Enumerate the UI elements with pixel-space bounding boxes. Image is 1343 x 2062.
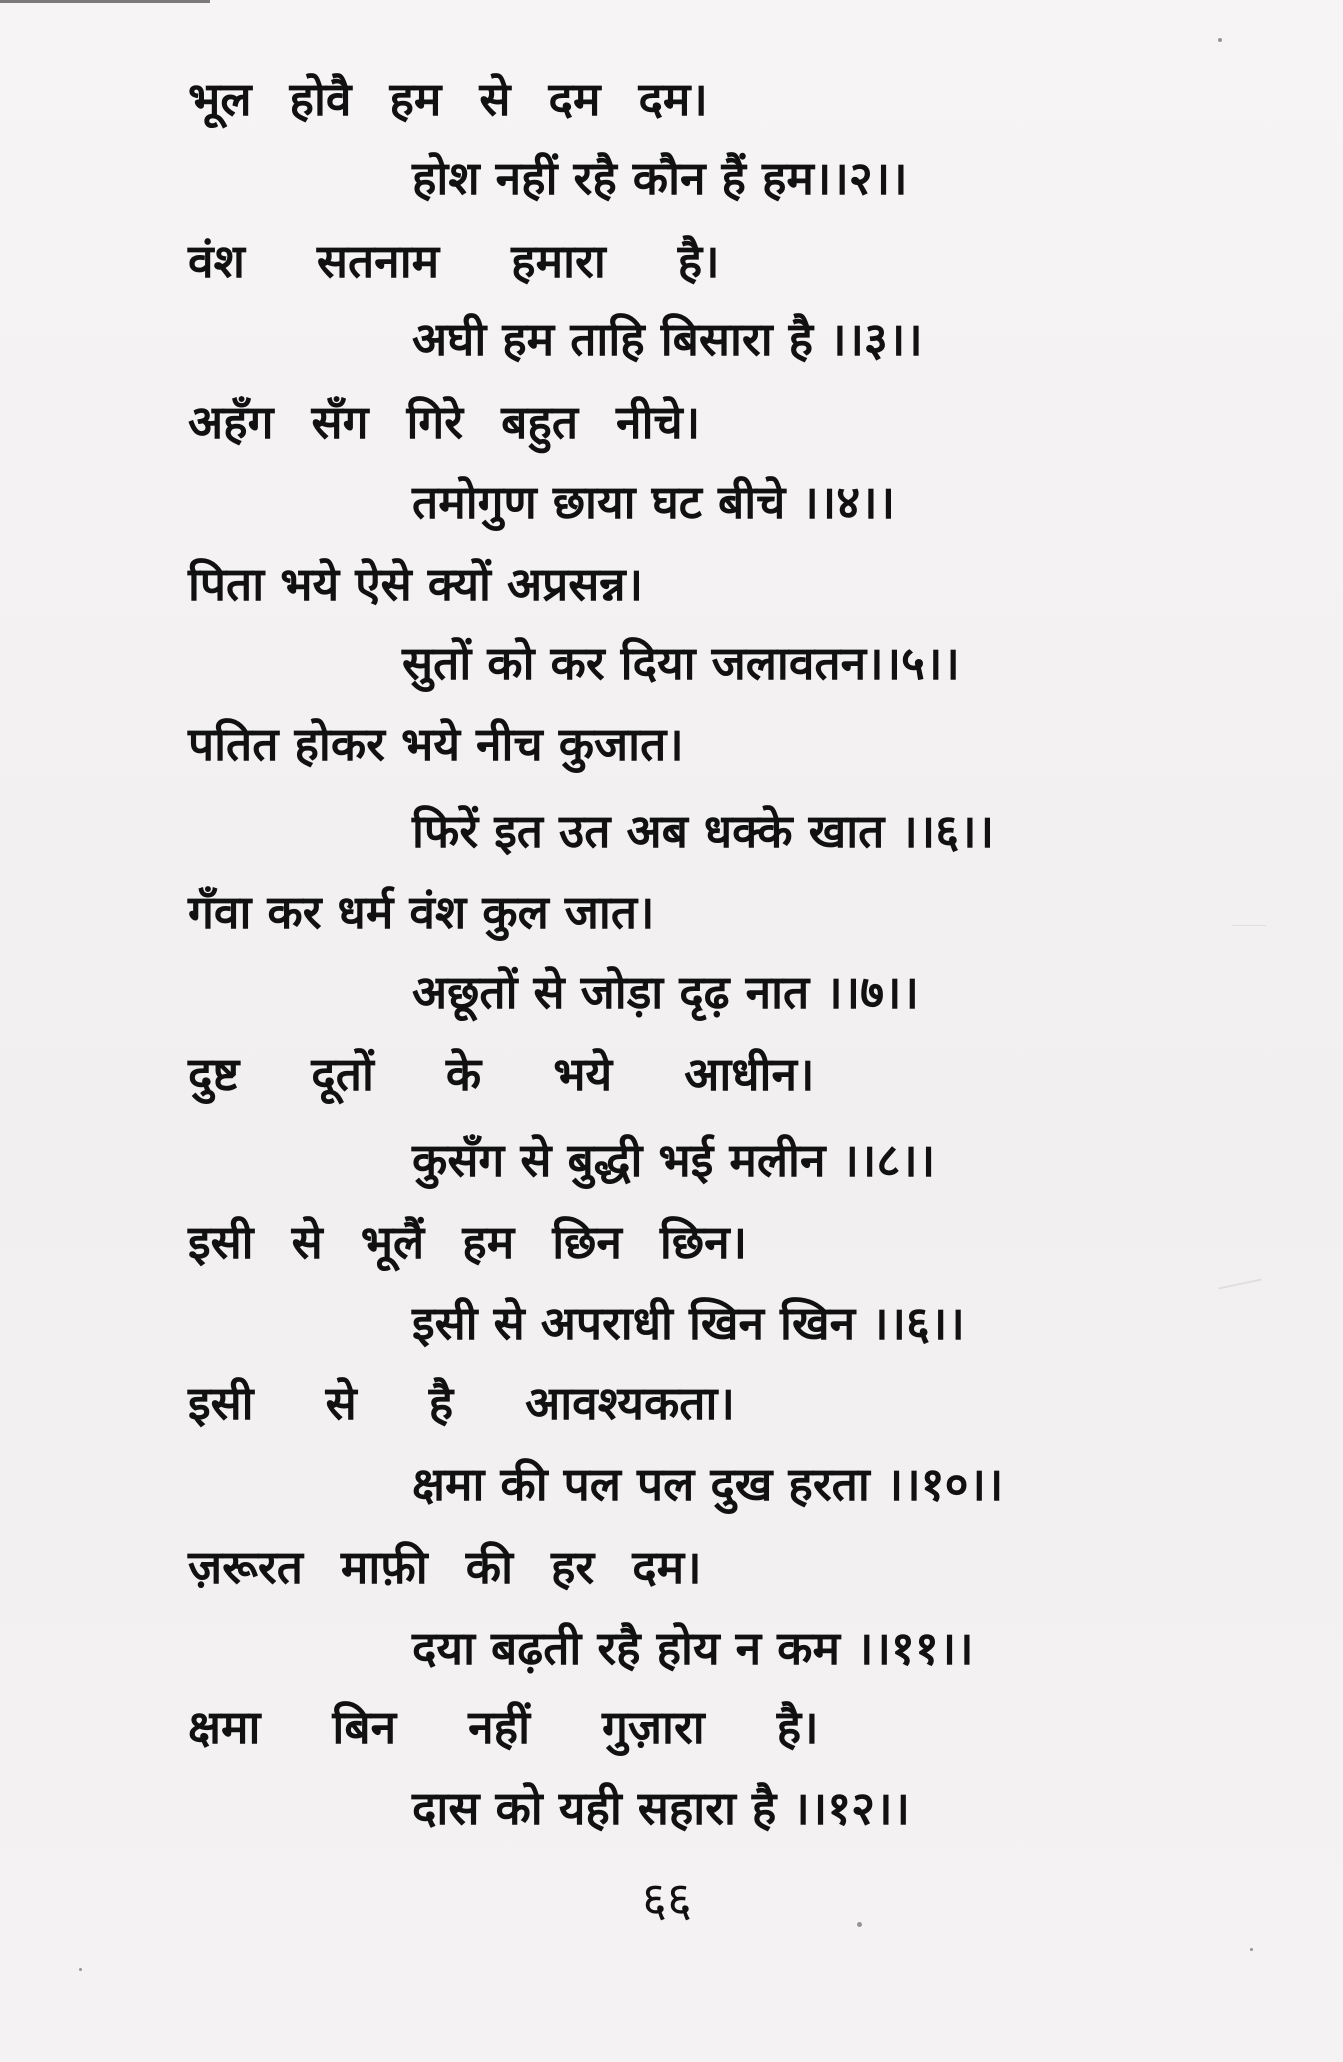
verse-line: होश नहीं रहै कौन हैं हम।।२।।: [412, 151, 908, 205]
verse-line: दास को यही सहारा है ।।१२।।: [412, 1781, 910, 1835]
paper-speck: [1250, 1948, 1253, 1951]
paper-speck: [857, 1922, 862, 1927]
verse-line: अहँग सँग गिरे बहुत नीचे।: [188, 395, 701, 449]
page-edge-line: [0, 0, 210, 3]
paper-mark: [1218, 1278, 1261, 1289]
verse-line: अघी हम ताहि बिसारा है ।।३।।: [412, 312, 923, 366]
verse-line: क्षमा बिन नहीं गुज़ारा है।: [188, 1700, 819, 1754]
verse-line: पिता भये ऐसे क्यों अप्रसन्न।: [188, 557, 644, 611]
verse-line: ज़रूरत माफ़ी की हर दम।: [188, 1540, 702, 1594]
verse-line: दया बढ़ती रहै होय न कम ।।११।।: [412, 1621, 974, 1675]
verse-line: पतित होकर भये नीच कुजात।: [188, 717, 684, 771]
verse-line: इसी से है आवश्यकता।: [188, 1376, 735, 1430]
verse-line: फिरें इत उत अब धक्के खात ।।६।।: [412, 804, 995, 858]
verse-line: तमोगुण छाया घट बीचे ।।४।।: [412, 475, 896, 529]
verse-line: इसी से भूलैं हम छिन छिन।: [188, 1215, 748, 1269]
paper-speck: [79, 1968, 82, 1971]
verse-line: भूल होवै हम से दम दम।: [188, 72, 708, 126]
paper-speck: [1218, 38, 1222, 42]
page-number: ६६: [642, 1872, 692, 1928]
verse-line: इसी से अपराधी खिन खिन ।।६।।: [412, 1296, 965, 1350]
paper-mark: [1232, 925, 1266, 926]
verse-line: अछूतों से जोड़ा दृढ़ नात ।।७।।: [412, 965, 919, 1019]
verse-line: दुष्ट दूतों के भये आधीन।: [188, 1047, 815, 1101]
verse-line: वंश सतनाम हमारा है।: [188, 234, 720, 288]
verse-line: क्षमा की पल पल दुख हरता ।।१०।।: [412, 1457, 1004, 1511]
verse-line: कुसँग से बुद्धी भई मलीन ।।८।।: [412, 1133, 936, 1187]
verse-line: सुतों को कर दिया जलावतन।।५।।: [402, 636, 960, 690]
verse-line: गँवा कर धर्म वंश कुल जात।: [188, 885, 655, 939]
